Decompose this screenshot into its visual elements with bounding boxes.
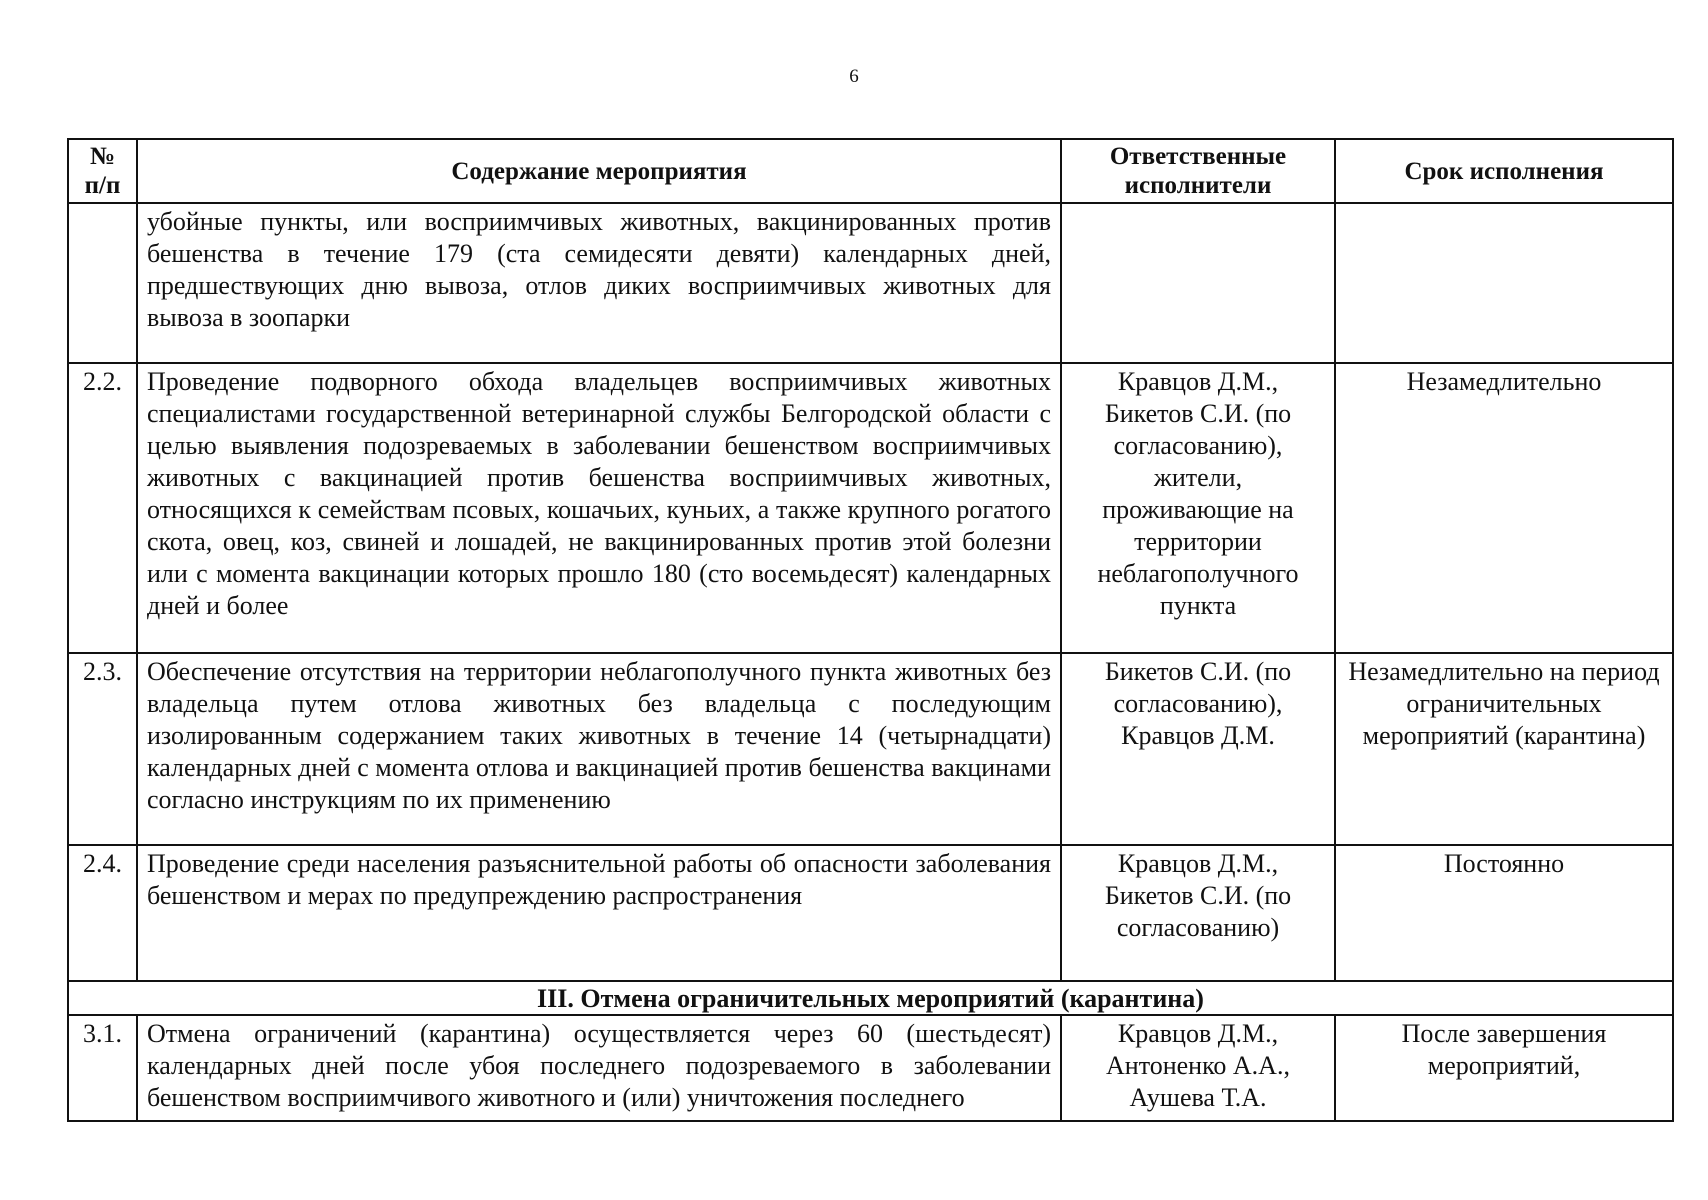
header-responsible: Ответственные исполнители	[1061, 139, 1335, 203]
table-row	[68, 1015, 1673, 1121]
row-responsible: Кравцов Д.М., Антоненко А.А., Аушева Т.А.	[1061, 1015, 1335, 1121]
row-responsible: Кравцов Д.М., Бикетов С.И. (по согласованию), жители, проживающие на территории неблагополучного пункта	[1061, 363, 1335, 653]
header-content: Содержание мероприятия	[137, 139, 1061, 203]
row-term: Незамедлительно на период ограничительных мероприятий (карантина)	[1335, 653, 1673, 845]
page-number: 6	[849, 66, 859, 87]
table-row	[68, 363, 1673, 653]
row-term	[1335, 203, 1673, 363]
header-term: Срок исполнения	[1335, 139, 1673, 203]
row-num: 2.4.	[68, 845, 137, 981]
row-content: Обеспечение отсутствия на территории неблагополучного пункта животных без владельца путем отлова животных без владельца с последующим изолированным содержанием таких животных в течение 14 (четырнадцати) календарных дней с момента отлова и вакцинацией против бешенства вакцинами согласно инструкциям по их применению	[137, 653, 1061, 845]
row-content: Проведение подворного обхода владельцев восприимчивых животных специалистами государственной ветеринарной службы Белгородской области с целью выявления подозреваемых в заболевании бешенством восприимчивых животных с вакцинацией против бешенства восприимчивых животных, относящихся к семействам псовых, кошачьих, куньих, а также крупного рогатого скота, овец, коз, свиней и лошадей, не вакцинированных против этой болезни или с момента вакцинации которых прошло 180 (сто восемьдесят) календарных дней и более	[137, 363, 1061, 653]
table-header-row	[68, 139, 1673, 203]
row-num: 2.3.	[68, 653, 137, 845]
section-title: III. Отмена ограничительных мероприятий (карантина)	[68, 981, 1673, 1015]
row-content: убойные пункты, или восприимчивых животных, вакцинированных против бешенства в течение 179 (ста семидесяти девяти) календарных дней, предшествующих дню вывоза, отлов диких восприимчивых животных для вывоза в зоопарки	[137, 203, 1061, 363]
events-table	[67, 138, 1674, 1122]
header-num	[68, 139, 137, 203]
row-term: После завершения мероприятий,	[1335, 1015, 1673, 1121]
row-term: Незамедлительно	[1335, 363, 1673, 653]
section-row	[68, 981, 1673, 1015]
table-row	[68, 653, 1673, 845]
row-responsible: Кравцов Д.М., Бикетов С.И. (по согласованию)	[1061, 845, 1335, 981]
row-content: Отмена ограничений (карантина) осуществляется через 60 (шестьдесят) календарных дней после убоя последнего подозреваемого в заболевании бешенством восприимчивого животного и (или) уничтожения последнего	[137, 1015, 1061, 1121]
table-row	[68, 203, 1673, 363]
row-responsible	[1061, 203, 1335, 363]
row-num: 2.2.	[68, 363, 137, 653]
header-num-symbol: №	[89, 143, 116, 170]
table-row	[68, 845, 1673, 981]
row-term: Постоянно	[1335, 845, 1673, 981]
row-num: 3.1.	[68, 1015, 137, 1121]
row-responsible: Бикетов С.И. (по согласованию), Кравцов Д.М.	[1061, 653, 1335, 845]
row-num	[68, 203, 137, 363]
row-content: Проведение среди населения разъяснительной работы об опасности заболевания бешенством и мерах по предупреждению распространения	[137, 845, 1061, 981]
header-num-label: п/п	[84, 172, 121, 199]
